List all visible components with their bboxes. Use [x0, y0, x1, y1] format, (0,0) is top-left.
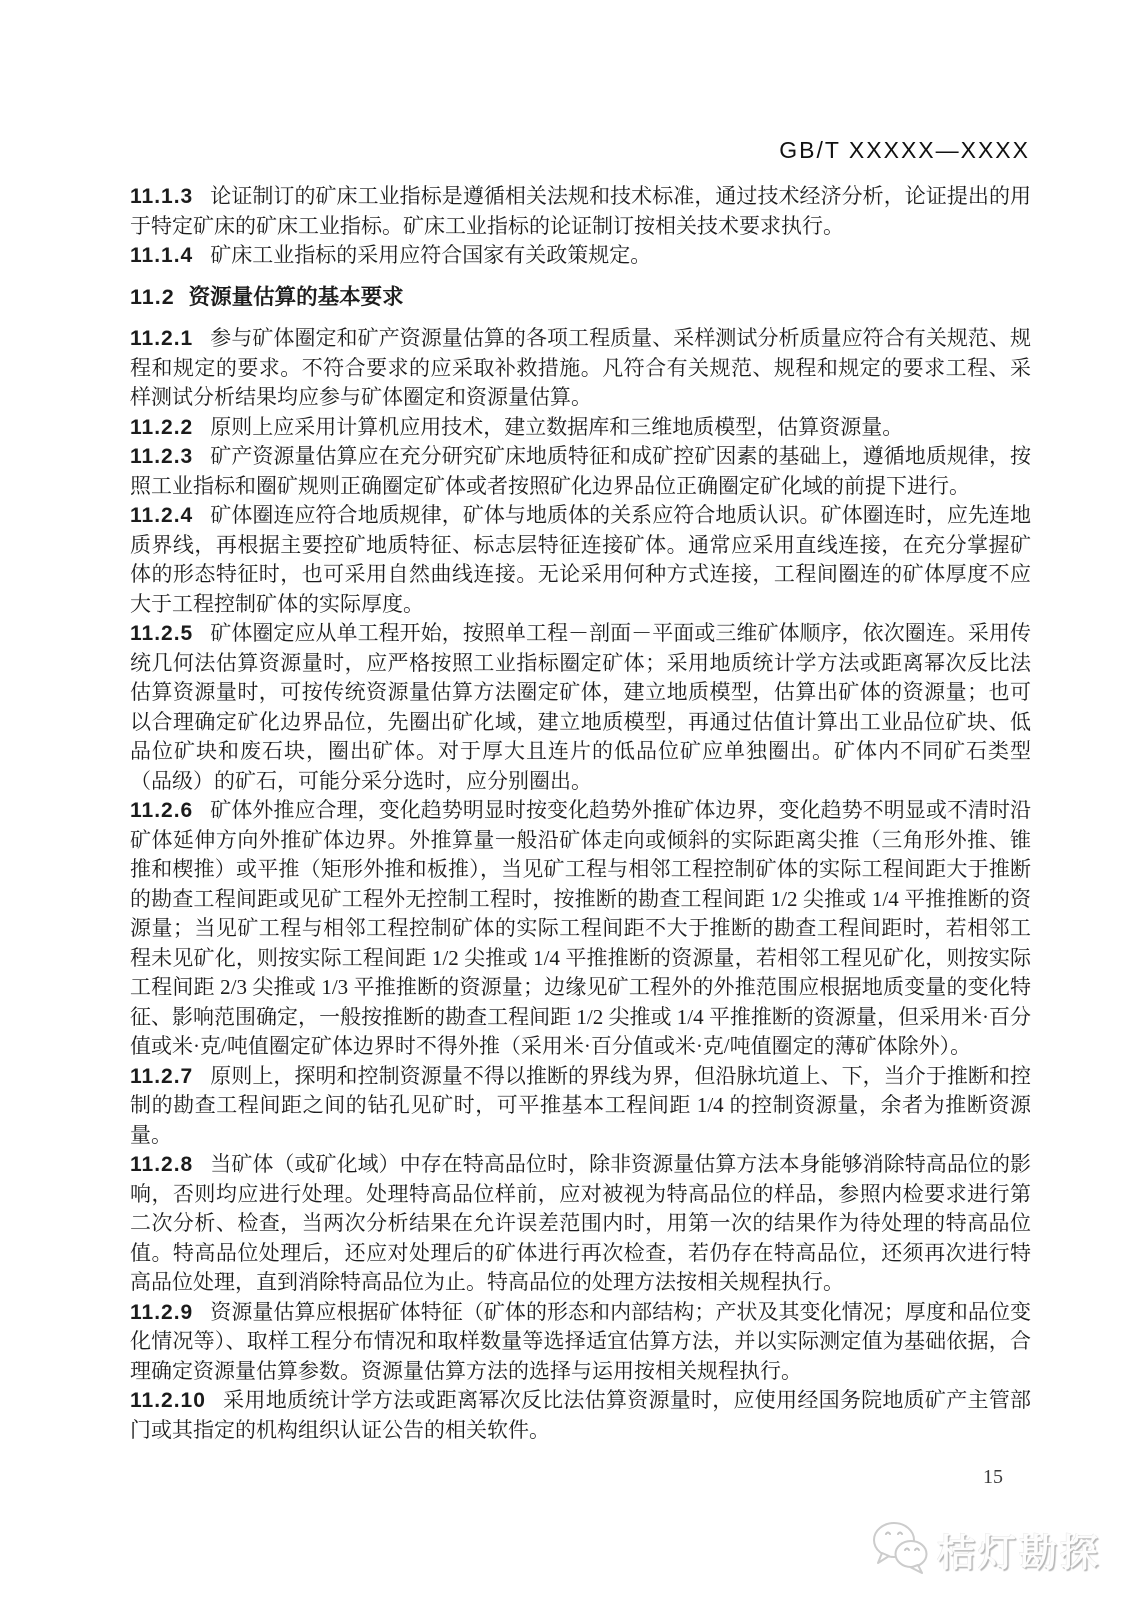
clause-text: 矿床工业指标的采用应符合国家有关政策规定。	[210, 243, 652, 267]
clause-paragraph	[130, 796, 1031, 1062]
clause-number: 11.2.3	[130, 445, 194, 468]
clause-number: 11.2	[130, 284, 175, 309]
clause-paragraph	[130, 501, 1031, 619]
clause-text: 矿产资源量估算应在充分研究矿床地质特征和成矿控矿因素的基础上，遵循地质规律，按照工业指标和圈矿规则正确圈定矿体或者按照矿化边界品位正确圈定矿化域的前提下进行。	[130, 444, 1031, 498]
clause-text: 资源量估算应根据矿体特征（矿体的形态和内部结构；产状及其变化情况；厚度和品位变化情况等）、取样工程分布情况和取样数量等选择适宜估算方法，并以实际测定值为基础依据，合理确定资源量估算参数。资源量估算方法的选择与运用按相关规程执行。	[130, 1299, 1031, 1383]
clause-number: 11.2.2	[130, 415, 194, 439]
watermark	[872, 1520, 1101, 1579]
clause-number: 11.2.1	[130, 327, 194, 350]
clause-text: 原则上应采用计算机应用技术，建立数据库和三维地质模型，估算资源量。	[210, 414, 904, 439]
clause-text: 采用地质统计学方法或距离幂次反比法估算资源量时，应使用经国务院地质矿产主管部门或其指定的机构组织认证公告的相关软件。	[130, 1388, 1031, 1442]
clause-paragraph	[130, 1298, 1031, 1387]
clause-number: 11.1.3	[130, 185, 194, 208]
clause-number: 11.2.7	[130, 1064, 194, 1088]
clause-text: 原则上，探明和控制资源量不得以推断的界线为界，但沿脉坑道上、下，当介于推断和控制的勘查工程间距之间的钻孔见矿时，可平推基本工程间距 1/4 的控制资源量，余者为推断资源量。	[130, 1063, 1031, 1147]
page-number: 15	[983, 1466, 1003, 1488]
section-heading	[130, 283, 1031, 313]
clause-paragraph	[130, 1150, 1031, 1298]
clause-number: 11.2.8	[130, 1153, 194, 1176]
document-body	[130, 182, 1031, 1445]
clause-paragraph	[130, 442, 1031, 501]
wechat-icon	[872, 1520, 930, 1579]
clause-paragraph	[130, 324, 1031, 413]
clause-paragraph	[130, 1062, 1031, 1151]
clause-number: 11.2.10	[130, 1389, 206, 1412]
clause-text: 矿体外推应合理，变化趋势明显时按变化趋势外推矿体边界，变化趋势不明显或不清时沿矿体延伸方向外推矿体边界。外推算量一般沿矿体走向或倾斜的实际距离尖推（三角形外推、锥推和楔推）或平推（矩形外推和板推），当见矿工程与相邻工程控制矿体的实际工程间距大于推断的勘查工程间距或见矿工程外无控制工程时，按推断的勘查工程间距 1/2 尖推或 1/4 平推推断的资源量；当见矿工程与相邻工程控制矿体的实际工程间距不大于推断的勘查工程间距时，若相邻工程未见矿化，则按实际工程间距 1/2 尖推或 1/4 平推推断的资源量，若相邻工程见矿化，则按实际工程间距 2/3 尖推或 1/3 平推推断的资源量；边缘见矿工程外的外推范围应根据地质变量的变化特征、影响范围确定，一般按推断的勘查工程间距 1/2 尖推或 1/4 平推推断的资源量，但采用米·百分值或米·克/吨值圈定矿体边界时不得外推（采用米·百分值或米·克/吨值圈定的薄矿体除外）。	[130, 798, 1031, 1058]
clause-number: 11.2.6	[130, 799, 194, 822]
clause-text: 资源量估算的基本要求	[188, 284, 404, 309]
clause-number: 11.2.5	[130, 622, 194, 645]
clause-text: 论证制订的矿床工业指标是遵循相关法规和技术标准，通过技术经济分析，论证提出的用于特定矿床的矿床工业指标。矿床工业指标的论证制订按相关技术要求执行。	[130, 184, 1031, 238]
clause-paragraph	[130, 1386, 1031, 1445]
clause-paragraph	[130, 619, 1031, 796]
clause-paragraph	[130, 182, 1031, 241]
clause-text: 矿体圈连应符合地质规律，矿体与地质体的关系应符合地质认识。矿体圈连时，应先连地质界线，再根据主要控矿地质特征、标志层特征连接矿体。通常应采用直线连接，在充分掌握矿体的形态特征时，也可采用自然曲线连接。无论采用何种方式连接，工程间圈连的矿体厚度不应大于工程控制矿体的实际厚度。	[130, 503, 1031, 616]
clause-text: 参与矿体圈定和矿产资源量估算的各项工程质量、采样测试分析质量应符合有关规范、规程和规定的要求。不符合要求的应采取补救措施。凡符合有关规范、规程和规定的要求工程、采样测试分析结果均应参与矿体圈定和资源量估算。	[130, 326, 1031, 409]
clause-text: 矿体圈定应从单工程开始，按照单工程－剖面－平面或三维矿体顺序，依次圈连。采用传统几何法估算资源量时，应严格按照工业指标圈定矿体；采用地质统计学方法或距离幂次反比法估算资源量时，可按传统资源量估算方法圈定矿体，建立地质模型，估算出矿体的资源量；也可以合理确定矿化边界品位，先圈出矿化域，建立地质模型，再通过估值计算出工业品位矿块、低品位矿块和废石块，圈出矿体。对于厚大且连片的低品位矿应单独圈出。矿体内不同矿石类型（品级）的矿石，可能分采分选时，应分别圈出。	[130, 621, 1031, 793]
clause-number: 11.2.4	[130, 504, 194, 527]
clause-paragraph	[130, 241, 1031, 271]
standard-number-header: GB/T XXXXX—XXXX	[779, 137, 1030, 163]
clause-number: 11.1.4	[130, 244, 194, 267]
clause-text: 当矿体（或矿化域）中存在特高品位时，除非资源量估算方法本身能够消除特高品位的影响，否则均应进行处理。处理特高品位样前，应对被视为特高品位的样品，参照内检要求进行第二次分析、检查，当两次分析结果在允许误差范围内时，用第一次的结果作为待处理的特高品位值。特高品位处理后，还应对处理后的矿体进行再次检查，若仍存在特高品位，还须再次进行特高品位处理，直到消除特高品位为止。特高品位的处理方法按相关规程执行。	[130, 1152, 1031, 1294]
clause-paragraph	[130, 413, 1031, 443]
clause-number: 11.2.9	[130, 1300, 194, 1324]
watermark-text: 桔灯勘探	[936, 1533, 1101, 1575]
